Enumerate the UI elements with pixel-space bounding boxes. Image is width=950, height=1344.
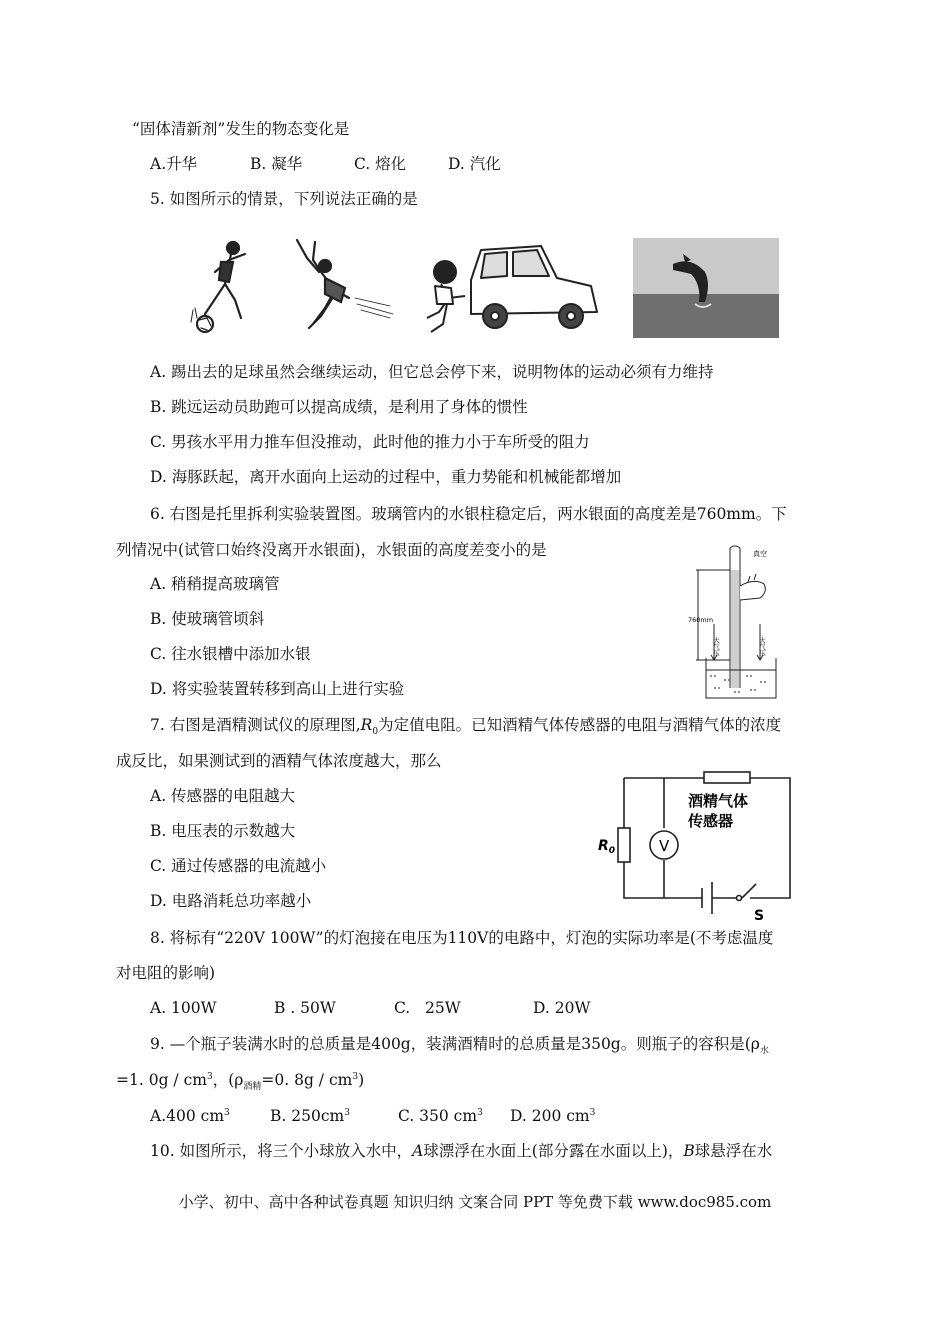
- q6-option-a: A. 稍稍提高玻璃管: [150, 575, 280, 593]
- q9-option-c: C. 350 $cm^3$: [398, 1107, 483, 1125]
- torricelli-apparatus-figure: [688, 542, 792, 704]
- q9-line2-c: =0. 8g / cm: [261, 1071, 353, 1089]
- q10-ball-b: B: [683, 1142, 695, 1160]
- q9-sup-2: 3: [352, 1071, 359, 1082]
- q6-stem-line1: 6. 右图是托里拆利实验装置图。玻璃管内的水银柱稳定后，两水银面的高度差是760mm。下: [150, 505, 787, 523]
- q4-options: [150, 154, 501, 174]
- q5-figures: [185, 232, 785, 344]
- q5-option-b: B. 跳远运动员助跑可以提高成绩，是利用了身体的惯性: [150, 398, 528, 416]
- pressure-label-left: 大气压: [712, 637, 720, 657]
- q9-sub-water: 水: [759, 1046, 769, 1057]
- football-player-image: [191, 242, 245, 332]
- long-jumper-image: [297, 240, 393, 328]
- q9-line2-b: ，(ρ: [212, 1071, 244, 1089]
- q6-option-b: B. 使玻璃管顷斜: [150, 610, 265, 628]
- q4-stem: “固体清新剂”发生的物态变化是: [132, 120, 350, 138]
- q5-option-d: D. 海豚跃起，离开水面向上运动的过程中，重力势能和机械能都增加: [150, 468, 622, 486]
- q9-option-b: B. $250cm^3$: [270, 1107, 350, 1125]
- q6-stem-line2: 列情况中(试管口始终没离开水银面)，水银面的高度差变小的是: [116, 541, 547, 559]
- q9-stem-line1: [150, 1034, 769, 1057]
- height-760mm-label: 760mm: [688, 616, 714, 624]
- q9-sup-1: 3: [206, 1071, 213, 1082]
- q5-stem: 5. 如图所示的情景，下列说法正确的是: [150, 190, 418, 208]
- q9-stem-line2: [116, 1070, 365, 1093]
- q10-stem-b: 球漂浮在水面上(部分露在水面以上)，: [423, 1142, 684, 1160]
- q8-option-d: D. 20W: [533, 999, 591, 1017]
- q7-r-sub: 0: [372, 727, 379, 738]
- q8-option-a: A. 100W: [150, 999, 217, 1017]
- q8-options: [150, 998, 590, 1018]
- q9-line2-d: ): [358, 1071, 365, 1089]
- pressure-label-right: 大气压: [758, 637, 766, 657]
- voltmeter-label: V: [659, 837, 670, 855]
- q7-option-d: D. 电路消耗总功率越小: [150, 892, 312, 910]
- q10-ball-a: A: [412, 1142, 424, 1160]
- q9-stem-text: 9. —个瓶子装满水时的总质量是400g，装满酒精时的总质量是350g。则瓶子的容积是(ρ: [150, 1035, 760, 1053]
- r0-label: $R_0$: [598, 838, 616, 856]
- q5-option-a: A. 踢出去的足球虽然会继续运动，但它总会停下来，说明物体的运动必须有力维持: [150, 363, 714, 381]
- sensor-label-line1: 酒精气体: [688, 792, 749, 810]
- q9-sub-alcohol: 酒精: [243, 1082, 262, 1093]
- q7-stem-b: 为定值电阻。已知酒精气体传感器的电阻与酒精气体的浓度: [378, 716, 782, 734]
- q7-stem-line1: [150, 715, 782, 738]
- q8-option-c: C. 25W: [394, 999, 461, 1017]
- q9-options: [150, 1106, 595, 1126]
- vacuum-label: 真空: [753, 550, 767, 558]
- q4-option-d: D. 汽化: [448, 155, 501, 173]
- q5-option-c: C. 男孩水平用力推车但没推动，此时他的推力小于车所受的阻力: [150, 433, 590, 451]
- q6-option-c: C. 往水银槽中添加水银: [150, 645, 311, 663]
- q7-option-a: A. 传感器的电阻越大: [150, 787, 296, 805]
- sensor-label-line2: 传感器: [688, 812, 734, 830]
- q8-stem-line1: 8. 将标有“220V 100W”的灯泡接在电压为110V的电路中，灯泡的实际功率是(不考虑温度: [150, 929, 774, 947]
- q10-stem-a: 10. 如图所示，将三个小球放入水中，: [150, 1142, 413, 1160]
- switch-label: S: [754, 908, 765, 922]
- q6-option-d: D. 将实验装置转移到高山上进行实验: [150, 680, 405, 698]
- boy-pushing-car-image: [427, 246, 597, 332]
- q7-option-c: C. 通过传感器的电流越小: [150, 857, 327, 875]
- q10-stem-line1: [150, 1141, 772, 1161]
- q4-option-c: C. 熔化: [354, 155, 407, 173]
- q8-option-b: B . 50W: [274, 999, 336, 1017]
- q9-option-d: D. 200 $cm^3$: [510, 1107, 596, 1125]
- q4-option-a: A.升华: [150, 155, 198, 173]
- page-footer: 小学、初中、高中各种试卷真题 知识归纳 文案合同 PPT 等免费下载 www.doc985.com: [178, 1193, 772, 1211]
- q7-stem-line2: 成反比，如果测试到的酒精气体浓度越大，那么: [116, 752, 442, 770]
- q10-stem-c: 球悬浮在水: [694, 1142, 773, 1160]
- q7-stem-a: 7. 右图是酒精测试仪的原理图,: [150, 716, 361, 734]
- q7-r-symbol: R: [360, 716, 373, 734]
- dolphin-photo-image: [633, 238, 779, 338]
- q4-option-b: B. 凝华: [250, 155, 303, 173]
- q9-option-a: A.400 $cm^3$: [150, 1107, 230, 1125]
- q8-stem-line2: 对电阻的影响): [116, 964, 216, 982]
- alcohol-tester-circuit-figure: [596, 770, 796, 922]
- q9-line2-a: =1. 0g / cm: [116, 1071, 207, 1089]
- q7-option-b: B. 电压表的示数越大: [150, 822, 296, 840]
